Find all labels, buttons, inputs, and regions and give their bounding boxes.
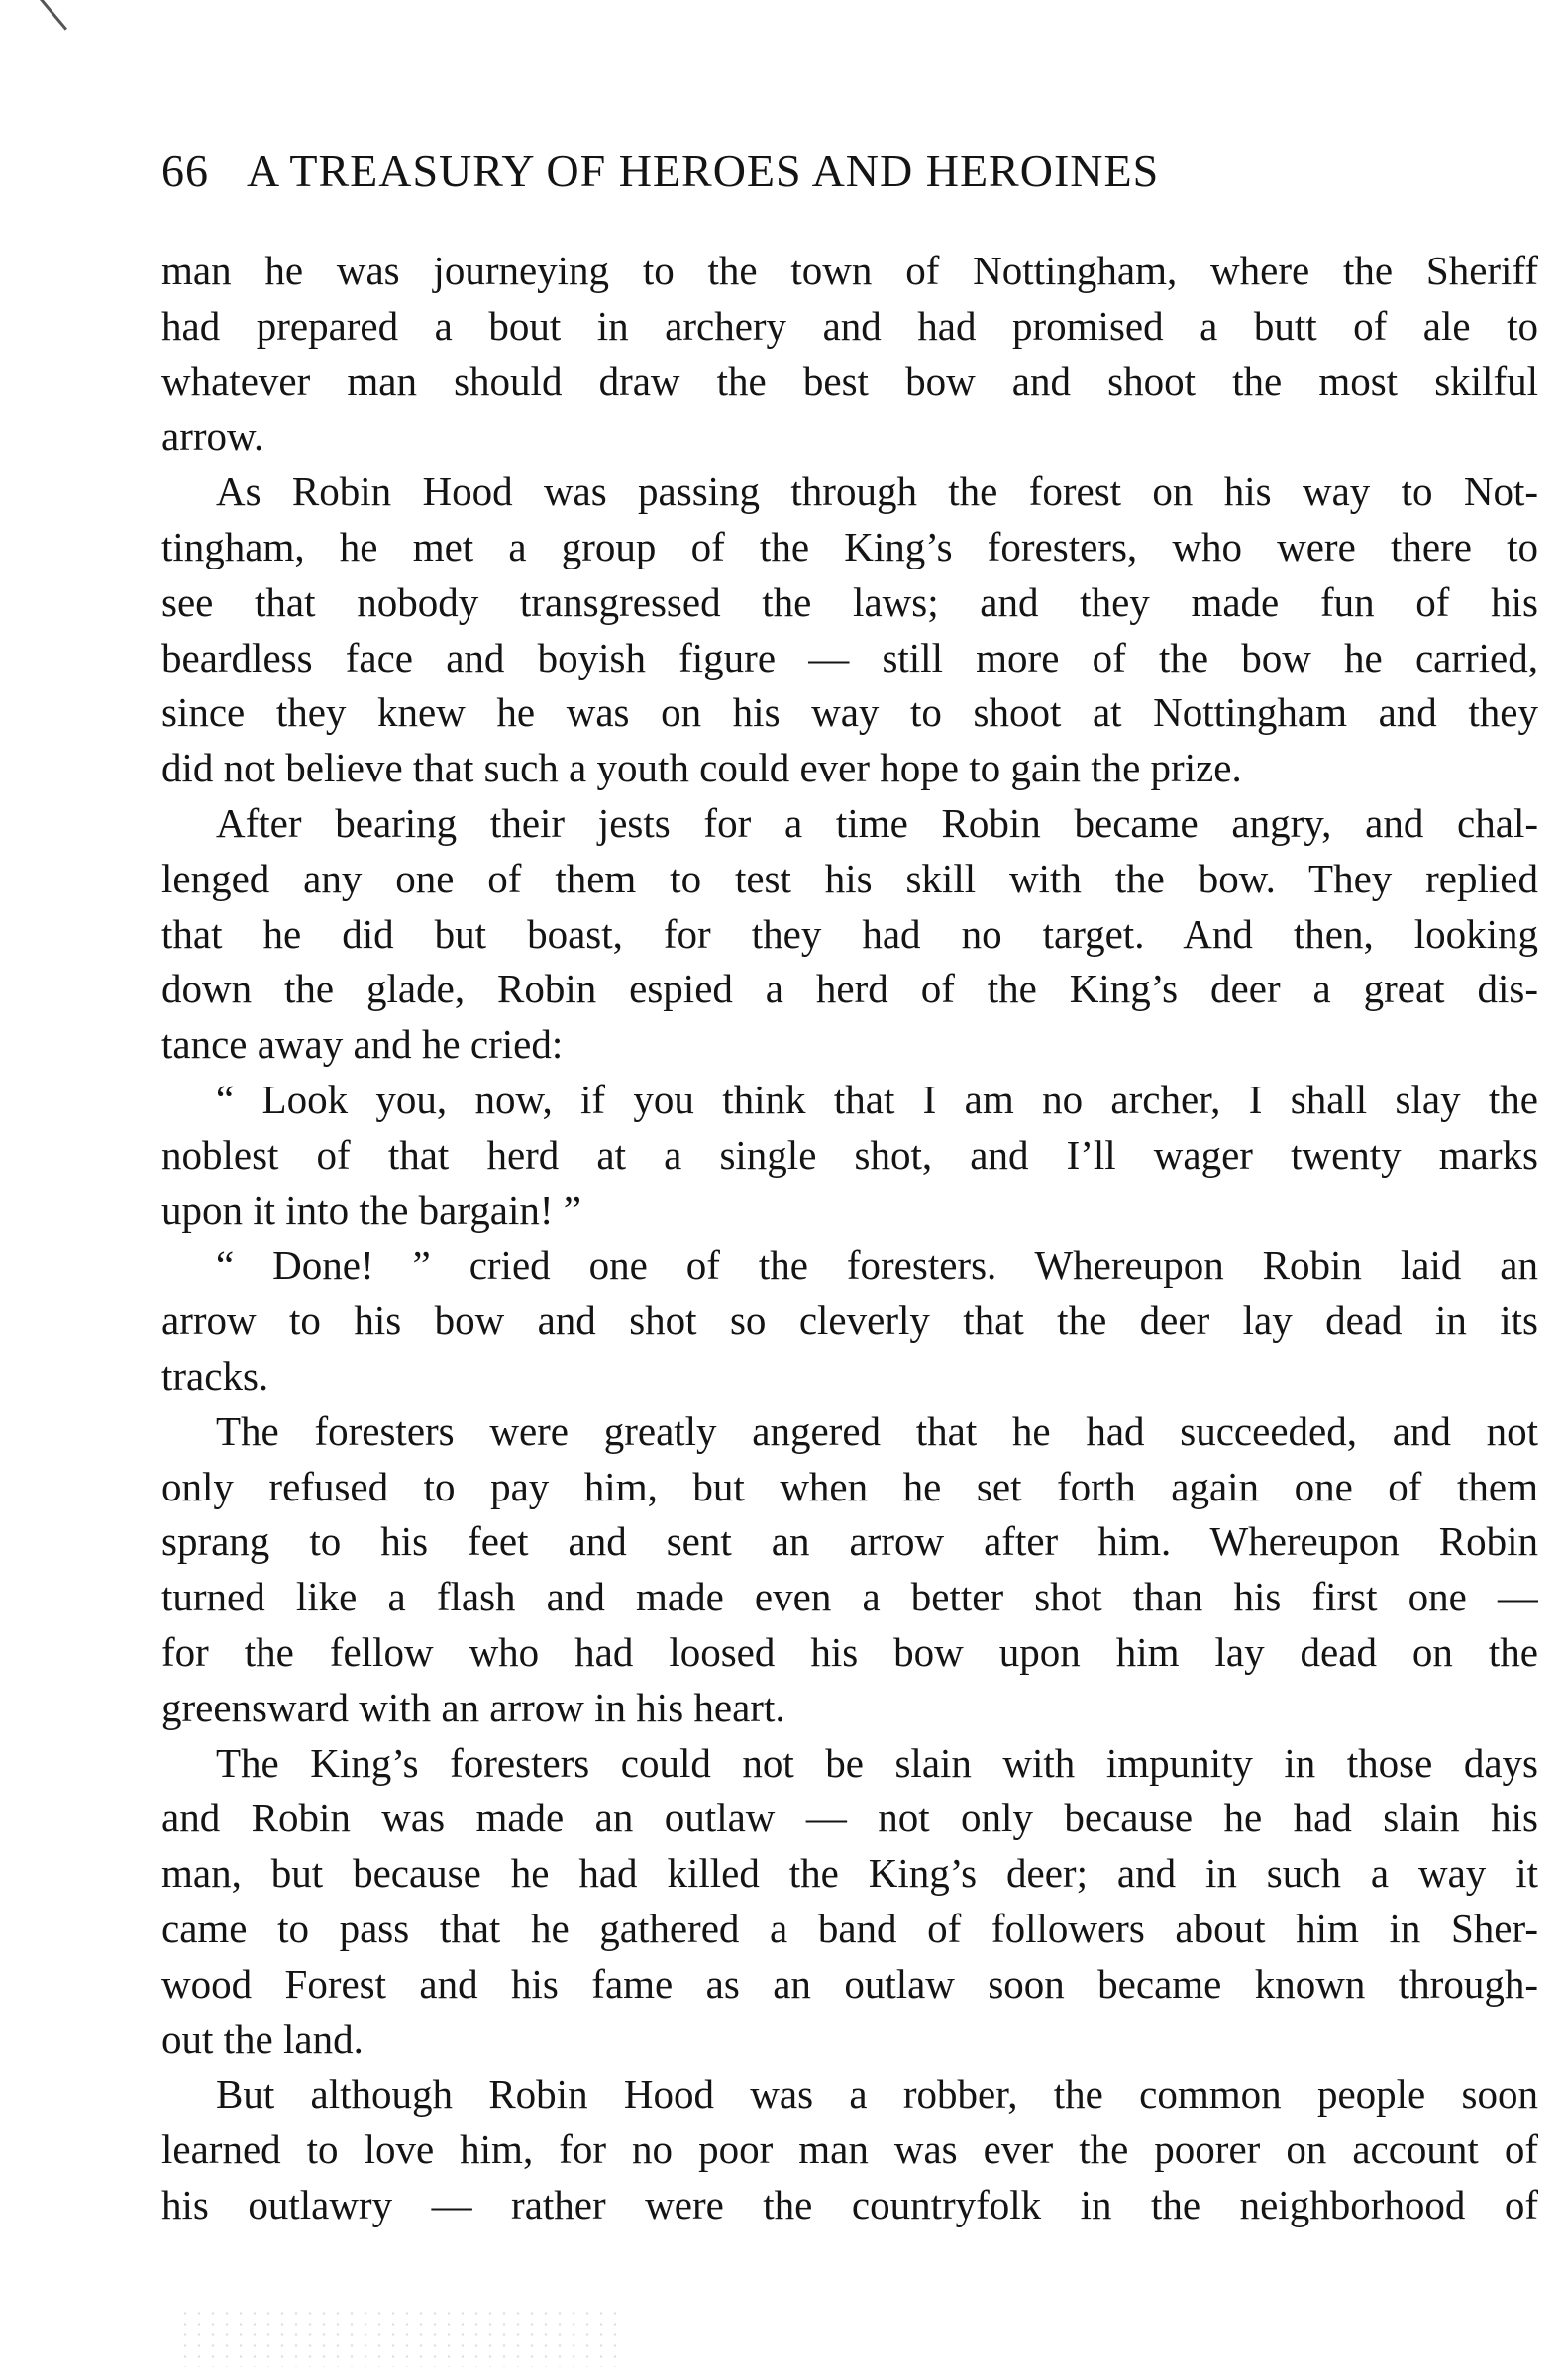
text-line: tance away and he cried: [161, 1021, 564, 1068]
paragraph [161, 244, 1538, 465]
text-line: arrow to his bow and shot so cleverly that the deer lay dead in its [161, 1297, 1538, 1344]
text-line: After bearing their jests for a time Robin became angry, and chal- [216, 799, 1538, 846]
text-line: noblest of that herd at a single shot, and I’ll wager twenty marks [161, 1131, 1538, 1178]
body-text [161, 244, 1538, 2233]
paragraph [161, 1736, 1538, 2068]
text-line: The King’s foresters could not be slain with impunity in those days [216, 1739, 1538, 1786]
text-line: As Robin Hood was passing through the forest on his way to Not- [216, 468, 1538, 515]
text-line: down the glade, Robin espied a herd of the King’s deer a great dis- [161, 966, 1538, 1012]
paragraph [161, 796, 1538, 1073]
text-line: see that nobody transgressed the laws; and they made fun of his [161, 578, 1538, 625]
text-line: came to pass that he gathered a band of followers about him in Sher- [161, 1905, 1538, 1951]
paragraph [161, 2067, 1538, 2232]
text-line: tracks. [161, 1352, 269, 1398]
text-line: upon it into the bargain! ” [161, 1187, 581, 1233]
text-line: out the land. [161, 2016, 364, 2062]
text-line: did not believe that such a youth could ever hope to gain the prize. [161, 745, 1242, 791]
text-line: arrow. [161, 413, 264, 460]
text-line: that he did but boast, for they had no target. And then, looking [161, 910, 1538, 957]
text-line: lenged any one of them to test his skill with the bow. They replied [161, 855, 1538, 901]
text-line: The foresters were greatly angered that he had succeeded, and not [216, 1407, 1538, 1454]
text-line: his outlawry — rather were the countryfolk in the neighborhood of [161, 2181, 1538, 2227]
text-line: But although Robin Hood was a robber, the common people soon [216, 2071, 1538, 2118]
text-line: greensward with an arrow in his heart. [161, 1684, 785, 1730]
paragraph [161, 465, 1538, 796]
text-line: learned to love him, for no poor man was ever the poorer on account of [161, 2126, 1538, 2173]
text-line: for the fellow who had loosed his bow upon him lay dead on the [161, 1628, 1538, 1675]
paragraph [161, 1238, 1538, 1403]
paragraph [161, 1404, 1538, 1736]
text-line: only refused to pay him, but when he set forth again one of them [161, 1463, 1538, 1509]
text-line: turned like a flash and made even a better shot than his first one — [161, 1574, 1538, 1620]
text-line: since they knew he was on his way to shoot at Nottingham and they [161, 689, 1538, 736]
running-title: A TREASURY OF HEROES AND HEROINES [247, 146, 1160, 196]
text-line: wood Forest and his fame as an outlaw soon became known through- [161, 1960, 1538, 2007]
scan-corner-mark [40, 0, 67, 31]
text-line: beardless face and boyish figure — still more of the bow he carried, [161, 634, 1538, 680]
text-line: “ Done! ” cried one of the foresters. Whereupon Robin laid an [216, 1242, 1538, 1289]
text-line: man he was journeying to the town of Nottingham, where the Sheriff [161, 248, 1538, 293]
running-head [161, 142, 1400, 201]
text-line: sprang to his feet and sent an arrow after him. Whereupon Robin [161, 1518, 1538, 1565]
text-line: man, but because he had killed the King’s deer; and in such a way it [161, 1850, 1538, 1897]
page-number: 66 [161, 146, 209, 196]
scan-speckle [178, 2308, 624, 2367]
text-line: tingham, he met a group of the King’s foresters, who were there to [161, 523, 1538, 569]
text-line: “ Look you, now, if you think that I am no archer, I shall slay the [216, 1076, 1538, 1122]
paragraph [161, 1073, 1538, 1238]
text-line: and Robin was made an outlaw — not only because he had slain his [161, 1795, 1538, 1841]
text-line: whatever man should draw the best bow and shoot the most skilful [161, 358, 1538, 404]
text-line: had prepared a bout in archery and had promised a butt of ale to [161, 302, 1538, 349]
